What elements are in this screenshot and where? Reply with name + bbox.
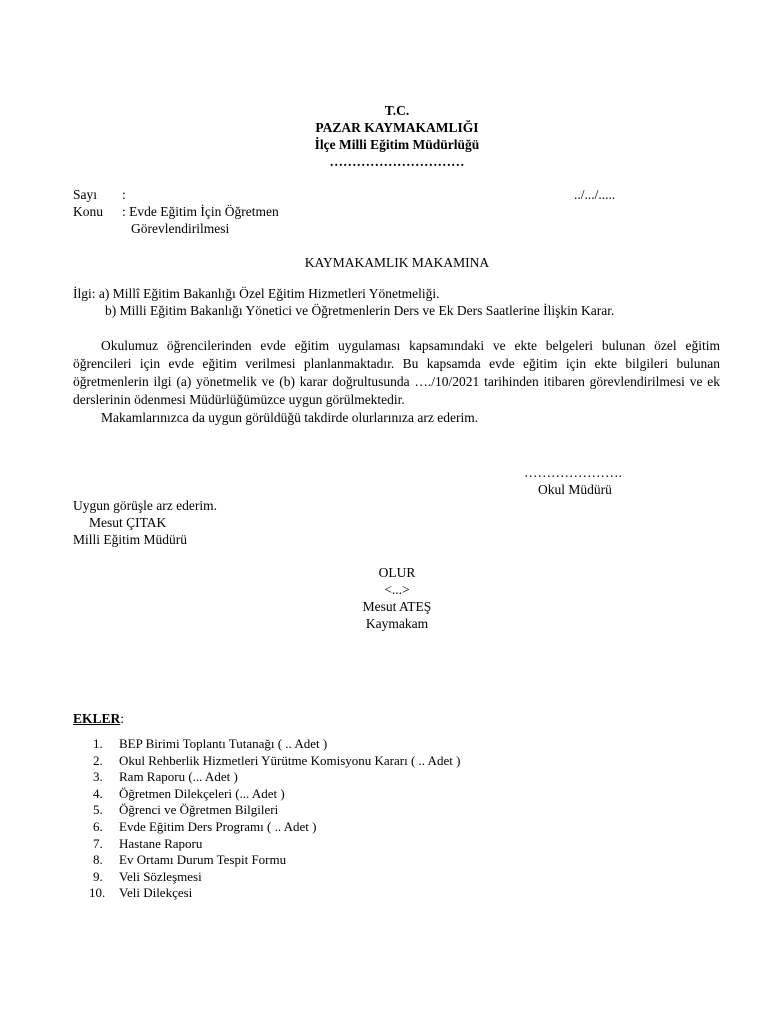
header-tc: T.C. bbox=[384, 103, 410, 118]
annex-item: 6. Evde Eğitim Ders Programı ( .. Adet ) bbox=[93, 818, 317, 834]
annex-item: 10. Veli Dilekçesi bbox=[89, 885, 193, 901]
konu-line-1: : Evde Eğitim İçin Öğretmen bbox=[122, 204, 279, 219]
header-dots: ………………………… bbox=[329, 154, 465, 169]
body-paragraph-1: Okulumuz öğrencilerinden evde eğitim uygulaması kapsamındaki ve ekte belgeleri bulunan özel eğitim öğrencileri için evde eğitim verilmesi planlanmaktadır. Bu kapsamda evde eğitim için ekte bilgileri bulunan öğretmenlerin ilgi (a) yönetmelik ve (b) karar doğrultusunda …./10/2021 tarihinden itibaren görevlendirilmesi ve ek derslerinin ödenmesi Müdürlüğümüzce uygun görülmektedir. bbox=[73, 338, 720, 407]
body-text bbox=[73, 337, 720, 427]
body-paragraph-2: Makamlarınızca da uygun görüldüğü takdirde olurlarınıza arz ederim. bbox=[101, 410, 479, 425]
principal-title: Okul Müdürü bbox=[538, 482, 612, 497]
annex-item: 1. BEP Birimi Toplantı Tutanağı ( .. Adet ) bbox=[93, 736, 328, 751]
annex-item: 7. Hastane Raporu bbox=[93, 835, 203, 851]
annex-item: 2. Okul Rehberlik Hizmetleri Yürütme Komisyonu Kararı ( .. Adet ) bbox=[93, 752, 461, 768]
sayi-separator: : bbox=[122, 187, 126, 202]
principal-signature-dots: …………………. bbox=[524, 465, 622, 480]
annex-list bbox=[73, 736, 460, 902]
approval-title: Kaymakam bbox=[365, 616, 429, 631]
annex-item: 3. Ram Raporu (... Adet ) bbox=[93, 769, 238, 785]
director-title: Milli Eğitim Müdürü bbox=[73, 532, 188, 547]
annex-item: 8. Ev Ortamı Durum Tespit Formu bbox=[93, 852, 287, 868]
konu-label: Konu bbox=[73, 204, 103, 219]
header-kaymakamlik: PAZAR KAYMAKAMLIĞI bbox=[315, 120, 479, 135]
annex-heading bbox=[73, 711, 124, 727]
ilgi-a: İlgi: a) Millî Eğitim Bakanlığı Özel Eğitim Hizmetleri Yönetmeliği. bbox=[73, 286, 440, 301]
sayi-label: Sayı bbox=[73, 187, 98, 202]
director-name: Mesut ÇITAK bbox=[89, 515, 167, 530]
approval-name: Mesut ATEŞ bbox=[362, 599, 432, 614]
approval-olur: OLUR bbox=[378, 565, 416, 580]
addressee: KAYMAKAMLIK MAKAMINA bbox=[304, 255, 490, 270]
director-note: Uygun görüşle arz ederim. bbox=[73, 498, 217, 513]
annex-item: 5. Öğrenci ve Öğretmen Bilgileri bbox=[93, 802, 279, 818]
annex-item: 4. Öğretmen Dilekçeleri (... Adet ) bbox=[93, 785, 285, 801]
ilgi-b: b) Milli Eğitim Bakanlığı Yönetici ve Öğretmenlerin Ders ve Ek Ders Saatlerine İlişkin Karar. bbox=[105, 303, 615, 318]
header-mudurluk: İlçe Milli Eğitim Müdürlüğü bbox=[314, 137, 480, 152]
document-date: ../.../..... bbox=[574, 187, 616, 202]
konu-line-2: Görevlendirilmesi bbox=[131, 221, 230, 236]
annex-item: 9. Veli Sözleşmesi bbox=[93, 868, 202, 884]
annex-colon: : bbox=[120, 711, 125, 726]
annex-label: EKLER bbox=[73, 711, 121, 726]
approval-date: <...> bbox=[384, 582, 410, 597]
